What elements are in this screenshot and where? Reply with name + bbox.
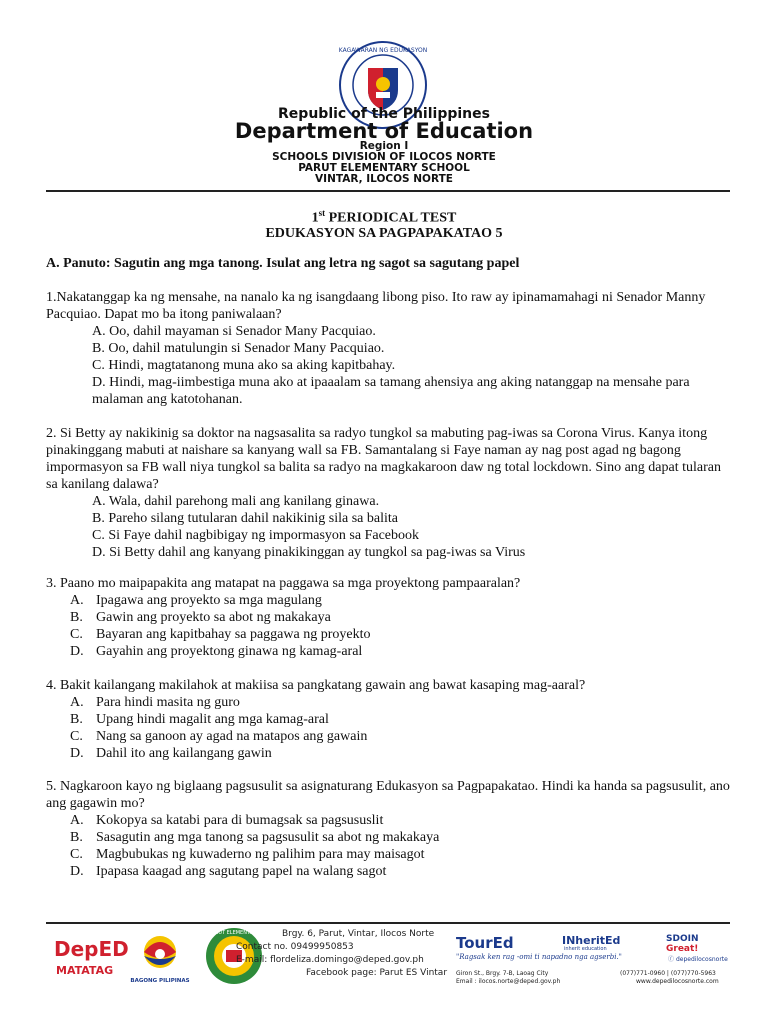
svg-text:MATATAG: MATATAG	[56, 964, 114, 977]
division-address: Giron St., Brgy. 7-B, Laoag City	[456, 970, 549, 977]
option-a: A. Ipagawa ang proyekto sa mga magulang	[70, 593, 322, 608]
division-phones: (077)771-0960 | (077)770-5963	[620, 970, 716, 977]
svg-text:KAGAWARAN NG EDUKASYON: KAGAWARAN NG EDUKASYON	[338, 47, 428, 54]
option-d: D. Gayahin ang proyektong ginawa ng kamag-aral	[70, 644, 363, 659]
option-d: D. Hindi, mag-iimbestiga muna ako at ipaaalam sa tamang ahensiya ang aking natanggap na mensahe para malaman ang katotohanan.	[92, 375, 690, 407]
division-email[interactable]: Email : ilocos.norte@deped.gov.ph	[456, 978, 561, 985]
header-divider	[46, 190, 730, 192]
option-a: A. Oo, dahil mayaman si Senador Many Pacquiao.	[92, 324, 376, 339]
school-label: PARUT ELEMENTARY SCHOOL	[298, 162, 470, 174]
question-2	[46, 425, 730, 561]
option-c: C. Bayaran ang kapitbahay sa paggawa ng proyekto	[70, 627, 371, 642]
question-text: 1.Nakatanggap ka ng mensahe, na nanalo ka ng isangdaang libong piso. Ito raw ay ipinamamahagi ni Senador Manny Pacquiao. Dapat mo ba itong paniwalaan?	[46, 290, 706, 322]
question-1	[46, 289, 730, 408]
republic-heading: Republic of the Philippines	[278, 106, 490, 122]
option-a: A. Para hindi masita ng guro	[70, 695, 240, 710]
instruction: A. Panuto: Sagutin ang mga tanong. Isulat ang letra ng sagot sa sagutang papel	[46, 256, 520, 271]
division-label: SCHOOLS DIVISION OF ILOCOS NORTE	[272, 151, 496, 163]
sdoin-great-logo: SDOIN Great!	[666, 934, 699, 954]
option-b: B. Oo, dahil matulungin si Senador Many Pacquiao.	[92, 341, 385, 356]
option-a: A. Kokopya sa katabi para di bumagsak sa pagsususlit	[70, 813, 384, 828]
subject-title: EDUKASYON SA PAGPAPAKATAO 5	[265, 226, 503, 241]
department-heading: Department of Education	[234, 119, 534, 143]
question-text: 3. Paano mo maipapakita ang matapat na paggawa sa mga proyektong pampaaralan?	[46, 576, 521, 591]
footer-divider	[46, 922, 730, 924]
test-title: 1st PERIODICAL TEST	[311, 208, 457, 226]
question-4	[46, 677, 730, 762]
svg-text:DepED: DepED	[54, 937, 129, 961]
option-c: C. Si Faye dahil nagbibigay ng impormasyon sa Facebook	[92, 528, 420, 543]
question-text: 5. Nagkaroon kayo ng biglaang pagsusulit sa asignaturang Edukasyon sa Pagpapakatao. Hindi ka handa sa pagsusulit, ano ang gagawin mo?	[46, 779, 730, 811]
option-a: A. Wala, dahil parehong mali ang kanilang ginawa.	[92, 494, 380, 509]
region-label: Region I	[359, 140, 409, 152]
option-b: B. Upang hindi magalit ang mga kamag-aral	[70, 712, 329, 727]
toured-logo: TourEd	[456, 934, 514, 952]
option-d: D. Dahil ito ang kailangang gawin	[70, 746, 272, 761]
facebook-icon: ⓕ	[668, 956, 675, 963]
option-c: C. Hindi, magtatanong muna ako sa aking kapitbahay.	[92, 358, 396, 373]
school-info-block	[0, 141, 768, 185]
location-label: VINTAR, ILOCOS NORTE	[315, 173, 453, 185]
question-text: 2. Si Betty ay nakikinig sa doktor na nagsasalita sa radyo tungkol sa mabuting pag-iwas sa Corona Virus. Kanya itong pinakinggang mabuti at naishare sa kanyang wall sa FB. Samantalang si Faye naman ay nag post agad ng bagong impormasyon sa FB wall niya tungkol sa balita sa radyo na magkakaroon daw ng total lockdown. Sino ang dapat tularan sa kanilang dalawa?	[46, 426, 721, 492]
svg-text:BAGONG PILIPINAS: BAGONG PILIPINAS	[130, 978, 190, 984]
school-facebook[interactable]: Facebook page: Parut ES Vintar	[306, 968, 448, 978]
inherited-tagline: inherit education	[564, 946, 607, 952]
option-b: B. Sasagutin ang mga tanong sa pagsusulit sa abot ng makakaya	[70, 830, 440, 845]
deped-matatag-logo	[52, 932, 129, 982]
option-d: D. Ipapasa kaagad ang sagutang papel na walang sagot	[70, 864, 387, 879]
school-address: Brgy. 6, Parut, Vintar, Ilocos Norte	[282, 929, 435, 939]
toured-tagline: "Ragsak ken rag -omi ti napadno nga agserbi."	[456, 953, 622, 961]
division-website[interactable]: www.depedilocosnorte.com	[636, 978, 719, 985]
bagong-pilipinas-logo	[130, 930, 190, 986]
svg-text:PARUT ELEMENTARY: PARUT ELEMENTARY	[208, 930, 260, 936]
option-b: B. Pareho silang tutularan dahil nakikinig sila sa balita	[92, 511, 398, 526]
option-c: C. Magbubukas ng kuwaderno ng palihim para may maisagot	[70, 847, 425, 862]
question-3	[46, 575, 730, 660]
option-d: D. Si Betty dahil ang kanyang pinakikinggan ay tungkol sa pag-iwas sa Virus	[92, 545, 526, 560]
school-email[interactable]: E-mail: flordeliza.domingo@deped.gov.ph	[236, 955, 424, 965]
school-contact: Contact no. 09499950853	[236, 942, 354, 952]
option-b: B. Gawin ang proyekto sa abot ng makakaya	[70, 610, 331, 625]
option-c: C. Nang sa ganoon ay agad na matapos ang gawain	[70, 729, 368, 744]
question-text: 4. Bakit kailangang makilahok at makiisa sa pangkatang gawain ang bawat kasaping mag-aaral?	[46, 678, 586, 693]
division-facebook[interactable]: ⓕ depedilocosnorte	[668, 956, 728, 963]
inherited-logo: INheritEd	[562, 934, 621, 947]
question-5	[46, 778, 730, 880]
